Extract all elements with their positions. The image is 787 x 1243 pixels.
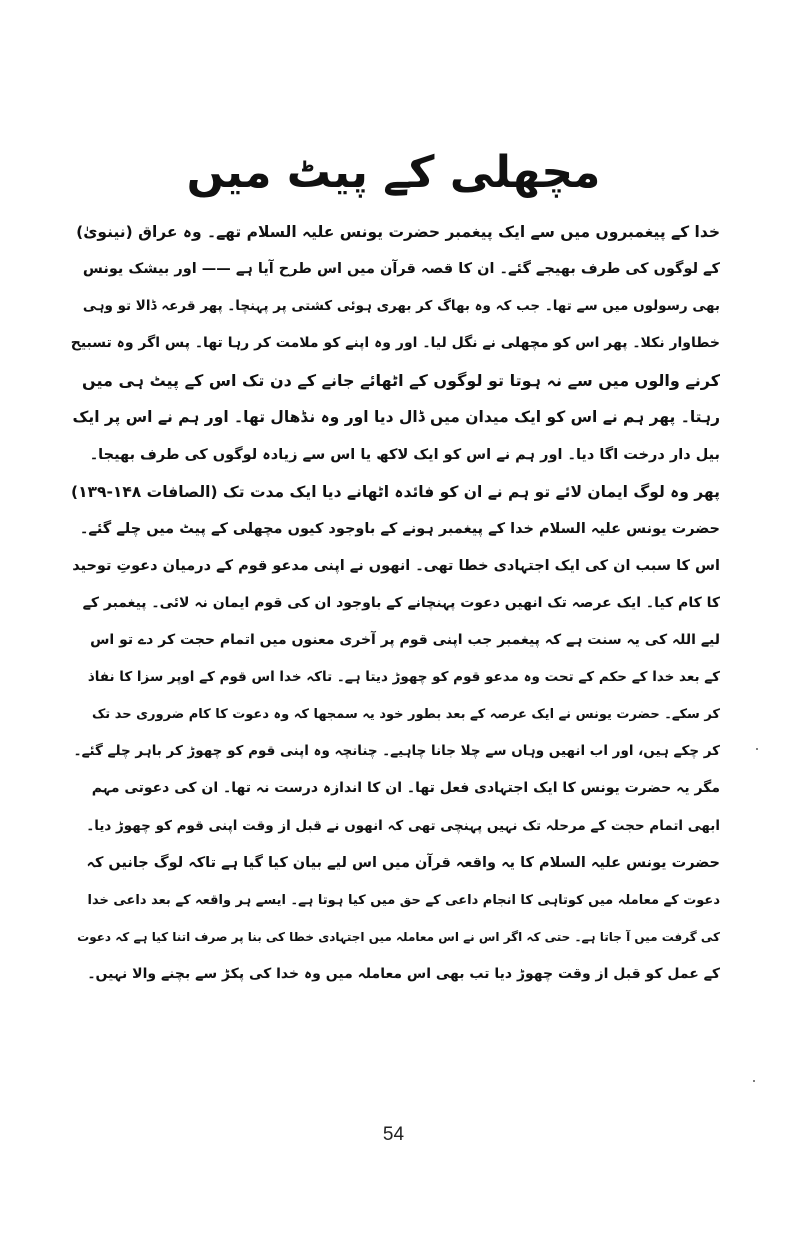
text-line: کرنے والوں میں سے نہ ہوتا تو لوگوں کے اٹھائے جانے کے دن تک اس کے پیٹ ہی میں	[82, 371, 720, 391]
text-line: کر چکے ہیں، اور اب انھیں وہاں سے چلا جانا چاہیے۔ چنانچہ وہ اپنی قوم کو چھوڑ کر باہر چلے گئے۔	[73, 743, 720, 760]
scan-speck	[756, 748, 758, 750]
text-line: دعوت کے معاملہ میں کوتاہی کا انجام داعی کے حق میں کیا ہوتا ہے۔ ایسے ہر واقعہ کے بعد داعی خدا	[87, 892, 720, 908]
text-line: کر سکے۔ حضرت یونس نے ایک عرصہ کے بعد بطور خود یہ سمجھا کہ وہ دعوت کا کام ضروری حد تک	[91, 707, 720, 723]
text-line: رہتا۔ پھر ہم نے اس کو ایک میدان میں ڈال دیا اور وہ نڈھال تھا۔ اور ہم نے اس پر ایک	[72, 408, 720, 427]
text-line: کے عمل کو قبل از وقت چھوڑ دیا تب بھی اس معاملہ میں وہ خدا کی پکڑ سے بچنے والا نہیں۔	[87, 965, 720, 982]
text-line: لیے اللہ کی یہ سنت ہے کہ پیغمبر جب اپنی قوم پر آخری معنوں میں اتمام حجت کر دے تو اس	[90, 632, 720, 649]
text-line: خطاوار نکلا۔ پھر اس کو مچھلی نے نگل لیا۔ اور وہ اپنے کو ملامت کر رہا تھا۔ پس اگر وہ تسبیح	[70, 335, 720, 352]
text-line: خدا کے پیغمبروں میں سے ایک پیغمبر حضرت یونس علیہ السلام تھے۔ وہ عراق (نینویٰ)	[76, 223, 720, 241]
text-line: بھی رسولوں میں سے تھا۔ جب کہ وہ بھاگ کر بھری ہوئی کشتی پر پہنچا۔ پھر قرعہ ڈالا تو وہی	[82, 298, 720, 315]
text-line: پھر وہ لوگ ایمان لائے تو ہم نے ان کو فائدہ اٹھانے دیا ایک مدت تک (الصافات ۱۴۸-۱۳۹)	[70, 482, 720, 501]
text-line: اس کا سبب ان کی ایک اجتہادی خطا تھی۔ انھوں نے اپنی مدعو قوم کے درمیان دعوتِ توحید	[72, 557, 720, 574]
chapter-title: مچھلی کے پیٹ میں	[186, 147, 601, 198]
text-line: کے لوگوں کی طرف بھیجے گئے۔ ان کا قصہ قرآن میں اس طرح آیا ہے —— اور بیشک یونس	[82, 261, 720, 278]
page-number: 54	[382, 1124, 405, 1145]
scan-speck	[753, 1080, 755, 1082]
text-line: کے بعد خدا کے حکم کے تحت وہ مدعو قوم کو چھوڑ دیتا ہے۔ تاکہ خدا اس قوم کے اوپر سزا کا نفاذ	[87, 669, 720, 686]
text-line: کی گرفت میں آ جاتا ہے۔ حتی کہ اگر اس نے اس معاملہ میں اجتہادی خطا کی بنا پر صرف اتنا کیا ہے کہ دعوت	[77, 929, 720, 944]
text-line: کا کام کیا۔ ایک عرصہ تک انھیں دعوت پہنچانے کے باوجود ان کی قوم ایمان نہ لائی۔ پیغمبر کے	[82, 594, 720, 611]
text-line: ابھی اتمام حجت کے مرحلہ تک نہیں پہنچی تھی کہ انھوں نے قبل از وقت اپنی قوم کو چھوڑ دیا۔	[86, 817, 720, 834]
text-line: مگر یہ حضرت یونس کا ایک اجتہادی فعل تھا۔ ان کا اندازہ درست نہ تھا۔ ان کی دعوتی مہم	[91, 780, 720, 797]
text-line: حضرت یونس علیہ السلام خدا کے پیغمبر ہونے کے باوجود کیوں مچھلی کے پیٹ میں چلے گئے۔	[79, 520, 720, 537]
text-line: بیل دار درخت اگا دیا۔ اور ہم نے اس کو ایک لاکھ یا اس سے زیادہ لوگوں کی طرف بھیجا۔	[89, 446, 720, 463]
text-line: حضرت یونس علیہ السلام کا یہ واقعہ قرآن میں اس لیے بیان کیا گیا ہے تاکہ لوگ جانیں کہ	[86, 854, 720, 871]
body-text	[70, 214, 720, 993]
